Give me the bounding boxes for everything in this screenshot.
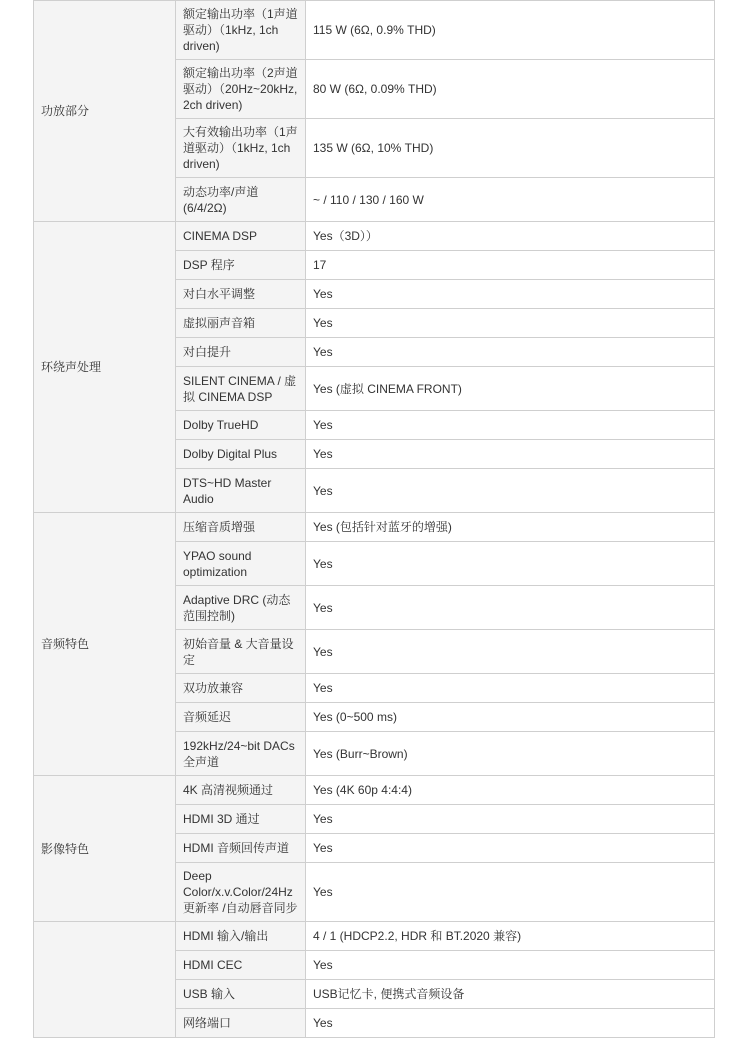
feature-cell: Dolby Digital Plus	[176, 440, 306, 469]
value-cell: Yes	[306, 586, 715, 630]
feature-cell: 双功放兼容	[176, 674, 306, 703]
feature-cell: 网络端口	[176, 1009, 306, 1038]
category-cell-surround: 环绕声处理	[34, 222, 176, 513]
value-cell: Yes	[306, 951, 715, 980]
value-cell: 115 W (6Ω, 0.9% THD)	[306, 1, 715, 60]
feature-cell: 大有效输出功率（1声道驱动）（1kHz, 1ch driven)	[176, 119, 306, 178]
feature-cell: 音频延迟	[176, 703, 306, 732]
feature-cell: 对白提升	[176, 338, 306, 367]
feature-cell: HDMI 音频回传声道	[176, 834, 306, 863]
value-cell: Yes（3D））	[306, 222, 715, 251]
feature-cell: HDMI 3D 通过	[176, 805, 306, 834]
feature-cell: 额定输出功率（1声道驱动）（1kHz, 1ch driven)	[176, 1, 306, 60]
value-cell: Yes (Burr~Brown)	[306, 732, 715, 776]
feature-cell: 额定输出功率（2声道驱动）（20Hz~20kHz, 2ch driven)	[176, 60, 306, 119]
feature-cell: Adaptive DRC (动态范围控制)	[176, 586, 306, 630]
feature-cell: 初始音量 & 大音量设定	[176, 630, 306, 674]
value-cell: Yes	[306, 280, 715, 309]
feature-cell: 192kHz/24~bit DACs 全声道	[176, 732, 306, 776]
table-row	[34, 1, 715, 60]
value-cell: 135 W (6Ω, 10% THD)	[306, 119, 715, 178]
feature-cell: USB 输入	[176, 980, 306, 1009]
value-cell: Yes	[306, 1009, 715, 1038]
value-cell: Yes	[306, 411, 715, 440]
feature-cell: 对白水平调整	[176, 280, 306, 309]
table-row	[34, 922, 715, 951]
value-cell: Yes	[306, 338, 715, 367]
value-cell: USB记忆卡, 便携式音频设备	[306, 980, 715, 1009]
value-cell: Yes	[306, 630, 715, 674]
value-cell: Yes	[306, 863, 715, 922]
feature-cell: YPAO sound optimization	[176, 542, 306, 586]
category-cell-audio: 音频特色	[34, 513, 176, 776]
feature-cell: 压缩音质增强	[176, 513, 306, 542]
value-cell: Yes	[306, 674, 715, 703]
feature-cell: HDMI 输入/输出	[176, 922, 306, 951]
value-cell: 17	[306, 251, 715, 280]
feature-cell: Deep Color/x.v.Color/24Hz 更新率 /自动唇音同步	[176, 863, 306, 922]
category-cell-connectivity	[34, 922, 176, 1038]
feature-cell: DSP 程序	[176, 251, 306, 280]
feature-cell: HDMI CEC	[176, 951, 306, 980]
value-cell: Yes	[306, 469, 715, 513]
value-cell: 80 W (6Ω, 0.09% THD)	[306, 60, 715, 119]
value-cell: Yes (虚拟 CINEMA FRONT)	[306, 367, 715, 411]
value-cell: ~ / 110 / 130 / 160 W	[306, 178, 715, 222]
value-cell: Yes	[306, 440, 715, 469]
value-cell: Yes	[306, 309, 715, 338]
feature-cell: 虚拟丽声音箱	[176, 309, 306, 338]
value-cell: Yes (包括针对蓝牙的增强)	[306, 513, 715, 542]
spec-table-container	[33, 0, 714, 1038]
value-cell: Yes (0~500 ms)	[306, 703, 715, 732]
table-row	[34, 513, 715, 542]
feature-cell: CINEMA DSP	[176, 222, 306, 251]
spec-table	[33, 0, 715, 1038]
feature-cell: 4K 高清视频通过	[176, 776, 306, 805]
feature-cell: SILENT CINEMA / 虚拟 CINEMA DSP	[176, 367, 306, 411]
value-cell: 4 / 1 (HDCP2.2, HDR 和 BT.2020 兼容)	[306, 922, 715, 951]
value-cell: Yes	[306, 805, 715, 834]
value-cell: Yes (4K 60p 4:4:4)	[306, 776, 715, 805]
table-row	[34, 776, 715, 805]
value-cell: Yes	[306, 834, 715, 863]
feature-cell: 动态功率/声道 (6/4/2Ω)	[176, 178, 306, 222]
feature-cell: DTS~HD Master Audio	[176, 469, 306, 513]
category-cell-amplifier: 功放部分	[34, 1, 176, 222]
category-cell-video: 影像特色	[34, 776, 176, 922]
value-cell: Yes	[306, 542, 715, 586]
table-row	[34, 222, 715, 251]
feature-cell: Dolby TrueHD	[176, 411, 306, 440]
